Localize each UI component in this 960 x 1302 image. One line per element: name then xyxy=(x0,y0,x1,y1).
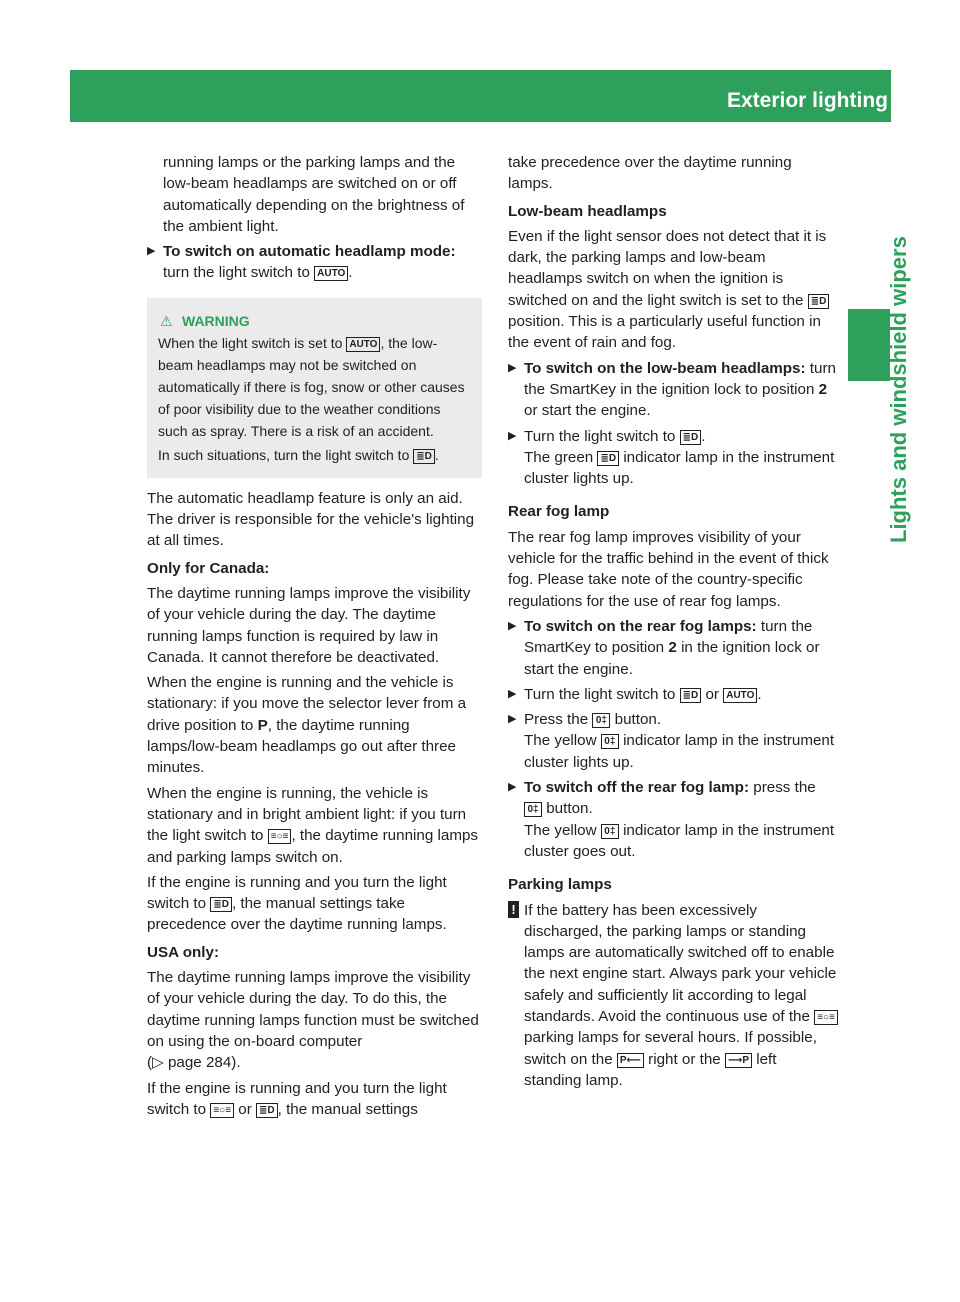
instruction-step: ▶ To switch off the rear fog lamp: press the 0‡ button. The yellow 0‡ indicator lamp in the instrument cluster goes out. xyxy=(508,779,835,860)
low-beam-icon: ≣D xyxy=(808,294,830,309)
paragraph: take precedence over the daytime running lamps. xyxy=(508,154,792,193)
chapter-tab-label: Lights and windshield wipers xyxy=(886,236,911,543)
paragraph: The daytime running lamps improve the visibility of your vehicle during the day. To do this, the daytime running lamps function must be switched on using the on-board computer xyxy=(147,969,479,1050)
warning-title: ⚠ WARNING xyxy=(158,310,472,332)
page-reference[interactable]: (▷ page 284). xyxy=(147,1054,241,1072)
paragraph: The daytime running lamps improve the visibility of your vehicle during the day. The daytime running lamps function is required by law in Canada. It cannot therefore be deactivated. xyxy=(147,584,471,666)
warning-text: When the light switch is set to AUTO , the low-beam headlamps may not be switched on automatically if there is fog, snow or other causes of poor visibility due to the weather conditions such as spray. There is a risk of an accident. xyxy=(158,334,465,439)
parking-lamp-icon: ≡○≡ xyxy=(210,1103,234,1118)
warning-triangle-icon: ⚠ xyxy=(160,312,173,329)
caution-note: ! If the battery has been excessively discharged, the parking lamps or standing lamps are automatically switched off to enable the next engine start. Always park your vehicle safely and sufficiently lit according to legal standards. Avoid the continuous use of the ≡○≡ parking lamps for several hours. If possible, switch on the P⟵ right or the ⟶P left standing lamp. xyxy=(508,900,838,1092)
low-beam-icon: ≣D xyxy=(597,451,619,466)
rear-fog-lamp-icon: 0‡ xyxy=(524,802,542,817)
low-beam-icon: ≣D xyxy=(680,688,702,703)
paragraph: If the engine is running and you turn the light switch to ≣D , the manual settings take precedence over the daytime running lamps. xyxy=(147,873,447,934)
subheading-usa: USA only: xyxy=(147,943,219,961)
auto-icon: AUTO xyxy=(314,266,348,281)
subheading-canada: Only for Canada: xyxy=(147,559,270,577)
low-beam-icon: ≣D xyxy=(210,897,232,912)
warning-box xyxy=(147,298,482,478)
instruction-step: ▶ Press the 0‡ button. The yellow 0‡ indicator lamp in the instrument cluster lights up. xyxy=(508,711,835,771)
step-arrow-icon: ▶ xyxy=(147,245,156,258)
paragraph: running lamps or the parking lamps and the low-beam headlamps are switched on or off automatically depending on the brightness of the ambient light. xyxy=(163,154,465,235)
instruction-step: ▶ To switch on automatic headlamp mode: turn the light switch to AUTO . xyxy=(147,243,456,282)
rear-fog-lamp-icon: 0‡ xyxy=(601,824,619,839)
left-column xyxy=(147,152,482,1124)
warning-text: In such situations, turn the light switch to ≣D . xyxy=(158,446,439,463)
rear-fog-lamp-icon: 0‡ xyxy=(592,713,610,728)
step-arrow-icon: ▶ xyxy=(508,781,517,794)
instruction-step: ▶ To switch on the rear fog lamps: turn the SmartKey to position 2 in the ignition lock or start the engine. xyxy=(508,617,820,678)
paragraph: When the engine is running and the vehicle is stationary: if you move the selector lever from a drive position to P, the daytime running lamps/low-beam headlamps go out after three minutes. xyxy=(147,674,467,777)
paragraph: When the engine is running, the vehicle is stationary and in bright ambient light: if you turn the light switch to ≡○≡ , the daytime running lamps and parking lamps switch on. xyxy=(147,784,479,866)
auto-icon: AUTO xyxy=(723,688,757,703)
subheading-low-beam: Low-beam headlamps xyxy=(508,202,667,220)
low-beam-icon: ≣D xyxy=(680,430,702,445)
parking-lamp-icon: ≡○≡ xyxy=(814,1010,838,1025)
exclamation-icon: ! xyxy=(508,901,519,918)
parking-lamp-icon: ≡○≡ xyxy=(268,829,292,844)
rear-fog-lamp-icon: 0‡ xyxy=(601,734,619,749)
instruction-step: ▶ Turn the light switch to ≣D . The green ≣D indicator lamp in the instrument cluster lights up. xyxy=(508,427,835,488)
instruction-step: ▶ To switch on the low-beam headlamps: turn the SmartKey in the ignition lock to position 2 or start the engine. xyxy=(508,359,836,420)
auto-icon: AUTO xyxy=(346,337,380,352)
paragraph: Even if the light sensor does not detect that it is dark, the parking lamps and low-beam headlamps switch on when the ignition is switched on and the light switch is set to the ≣D position. This is a particularly useful function in the event of rain and fog. xyxy=(508,226,838,354)
subheading-parking: Parking lamps xyxy=(508,876,612,894)
header-bar xyxy=(70,70,948,122)
instruction-step: ▶ Turn the light switch to ≣D or AUTO . xyxy=(508,684,838,705)
step-arrow-icon: ▶ xyxy=(508,713,517,726)
paragraph: If the engine is running and you turn the light switch to ≡○≡ or ≣D , the manual settings xyxy=(147,1079,447,1118)
low-beam-icon: ≣D xyxy=(256,1103,278,1118)
step-arrow-icon: ▶ xyxy=(508,619,517,632)
chapter-tab-block xyxy=(848,309,890,381)
paragraph: The rear fog lamp improves visibility of your vehicle for the traffic behind in the event of thick fog. Please take note of the country-specific regulations for the use of rear fog lamps. xyxy=(508,528,829,610)
header-divider xyxy=(900,82,903,122)
chapter-tab xyxy=(886,236,911,543)
standing-lamp-right-icon: P⟵ xyxy=(617,1053,644,1068)
step-arrow-icon: ▶ xyxy=(508,429,517,442)
page-number: 131 xyxy=(916,90,948,111)
right-column xyxy=(508,152,838,1091)
subheading-rear-fog: Rear fog lamp xyxy=(508,503,610,521)
paragraph: The automatic headlamp feature is only an aid. The driver is responsible for the vehicle's lighting at all times. xyxy=(147,489,475,550)
low-beam-icon: ≣D xyxy=(413,449,435,464)
step-arrow-icon: ▶ xyxy=(508,687,517,700)
step-arrow-icon: ▶ xyxy=(508,361,517,374)
standing-lamp-left-icon: ⟶P xyxy=(725,1053,752,1068)
section-title: Exterior lighting xyxy=(726,89,888,112)
